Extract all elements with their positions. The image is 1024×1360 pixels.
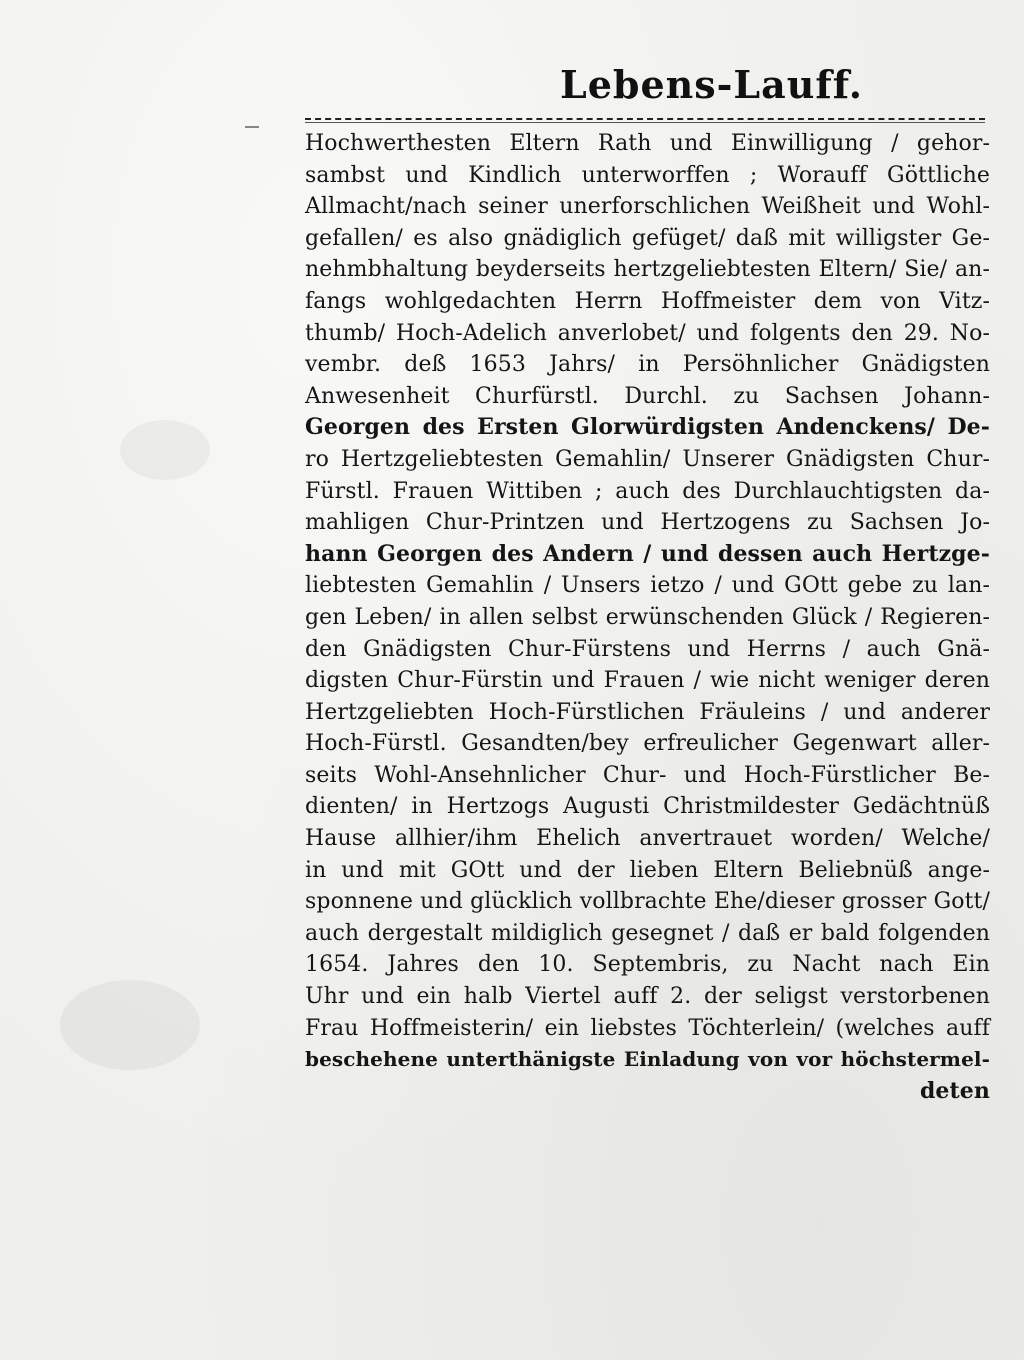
- text-line: vembr. deß 1653 Jahrs/ in Persöhnlicher Gnädigsten: [305, 352, 990, 378]
- text-line: 1654. Jahres den 10. Septembris, zu Nacht nach Ein: [305, 952, 990, 978]
- text-line: den Gnädigsten Chur-Fürstens und Herrns / auch Gnä-: [305, 636, 990, 662]
- text-line: Georgen des Ersten Glorwürdigsten Andenckens/ De-: [305, 414, 990, 441]
- text-line: Hertzgeliebten Hoch-Fürstlichen Fräuleins / und anderer: [305, 699, 990, 725]
- text-line: sambst und Kindlich unterworffen ; Worauff Göttliche: [305, 162, 990, 188]
- text-line: Hoch-Fürstl. Gesandten/bey erfreulicher Gegenwart aller-: [305, 731, 990, 757]
- text-line: Anwesenheit Churfürstl. Durchl. zu Sachsen Johann-: [305, 383, 990, 409]
- running-header: Lebens-Lauff.: [560, 62, 863, 107]
- paper-stain: [120, 420, 210, 480]
- header-rule-underline: [305, 122, 985, 123]
- text-line: Allmacht/nach seiner unerforschlichen Weißheit und Wohl-: [305, 194, 990, 220]
- text-line: thumb/ Hoch-Adelich anverlobet/ und folgents den 29. No-: [305, 320, 990, 346]
- text-line: digsten Chur-Fürstin und Frauen / wie nicht weniger deren: [305, 668, 990, 694]
- body-text: [305, 128, 990, 1107]
- text-line: ro Hertzgeliebtesten Gemahlin/ Unserer Gnädigsten Chur-: [305, 446, 990, 472]
- text-line: gefallen/ es also gnädiglich gefüget/ daß mit willigster Ge-: [305, 225, 990, 251]
- text-line: gen Leben/ in allen selbst erwünschenden Glück / Regieren-: [305, 604, 990, 630]
- text-line: seits Wohl-Ansehnlicher Chur- und Hoch-Fürstlicher Be-: [305, 762, 990, 788]
- text-line: hann Georgen des Andern / und dessen auch Hertzge-: [305, 540, 990, 567]
- text-line: Hause allhier/ihm Ehelich anvertrauet worden/ Welche/: [305, 826, 990, 852]
- text-line: auch dergestalt mildiglich gesegnet / daß er bald folgenden: [305, 920, 990, 946]
- paper-stain: [60, 980, 200, 1070]
- text-line: Frau Hoffmeisterin/ ein liebstes Töchterlein/ (welches auff: [305, 1015, 990, 1041]
- text-line: fangs wohlgedachten Herrn Hoffmeister dem von Vitz-: [305, 288, 990, 314]
- text-line: Fürstl. Frauen Wittiben ; auch des Durchlauchtigsten da-: [305, 478, 990, 504]
- text-line: nehmbhaltung beyderseits hertzgeliebtesten Eltern/ Sie/ an-: [305, 257, 990, 283]
- text-line: sponnene und glücklich vollbrachte Ehe/dieser grosser Gott/: [305, 889, 990, 915]
- text-line: liebtesten Gemahlin / Unsers ietzo / und GOtt gebe zu lan-: [305, 573, 990, 599]
- text-line: Hochwerthesten Eltern Rath und Einwilligung / gehor-: [305, 131, 990, 156]
- catchword: deten: [919, 1077, 990, 1104]
- text-line: in und mit GOtt und der lieben Eltern Beliebnüß ange-: [305, 857, 990, 883]
- text-line: Uhr und ein halb Viertel auff 2. der seligst verstorbenen: [305, 984, 990, 1010]
- margin-mark: [245, 126, 259, 128]
- header-rule: [305, 118, 985, 120]
- text-line: dienten/ in Hertzogs Augusti Christmildester Gedächtnüß: [305, 794, 990, 820]
- text-line: mahligen Chur-Printzen und Hertzogens zu Sachsen Jo-: [305, 510, 990, 536]
- text-line: beschehene unterthänigste Einladung von vor höchstermel-: [305, 1047, 990, 1072]
